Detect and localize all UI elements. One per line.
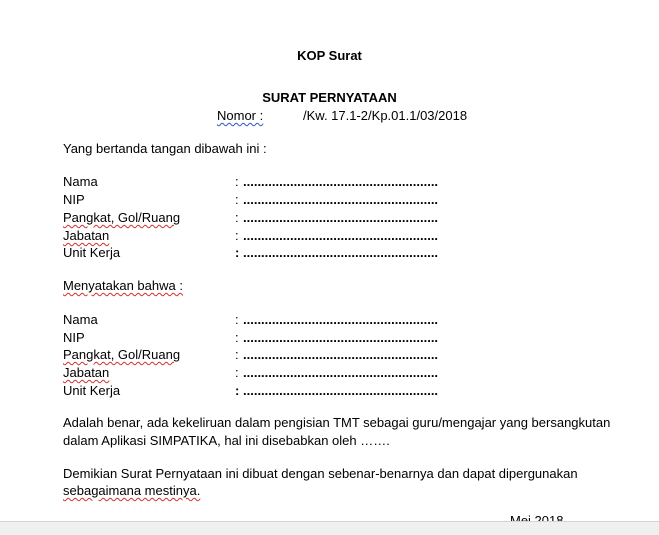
s2-field-colon: : [235, 383, 240, 398]
nomor-label: Nomor : [217, 108, 264, 123]
s1-field-colon: : [235, 192, 239, 207]
s2-field-blank: ...................................................... [243, 312, 439, 327]
s1-field-label-rank: Pangkat, Gol/Ruang [63, 210, 181, 225]
s2-field-colon: : [235, 347, 239, 362]
s1-field-colon: : [235, 245, 240, 260]
statement-line-1: Adalah benar, ada kekeliruan dalam pengisian TMT sebagai guru/mengajar yang bersangkutan [63, 415, 611, 430]
s2-field-blank: ...................................................... [243, 383, 439, 398]
declaration-text: Menyatakan bahwa : [63, 278, 183, 293]
s2-field-label-position: Jabatan [63, 365, 110, 380]
page-bottom-edge [0, 521, 659, 535]
s2-field-label-unit: Unit Kerja [63, 383, 121, 398]
s2-field-label-rank: Pangkat, Gol/Ruang [63, 347, 181, 362]
intro-text: Yang bertanda tangan dibawah ini : [63, 141, 267, 156]
s1-field-colon: : [235, 210, 239, 225]
s1-field-blank: ...................................................... [243, 228, 439, 243]
s1-field-blank: ...................................................... [243, 192, 439, 207]
s1-field-label-nip: NIP [63, 192, 85, 207]
s1-field-label-position: Jabatan [63, 228, 110, 243]
s1-field-blank: ...................................................... [243, 245, 439, 260]
s1-field-label-name: Nama [63, 174, 98, 189]
s1-field-label-unit: Unit Kerja [63, 245, 121, 260]
s2-field-colon: : [235, 365, 239, 380]
s2-field-colon: : [235, 312, 239, 327]
s1-field-colon: : [235, 228, 239, 243]
s1-field-blank: ...................................................... [243, 174, 439, 189]
letterhead-placeholder: KOP Surat [297, 48, 362, 63]
s2-field-blank: ...................................................... [243, 330, 439, 345]
nomor-value: /Kw. 17.1-2/Kp.01.1/03/2018 [303, 108, 468, 123]
closing-line-2: sebagaimana mestinya. [63, 483, 201, 498]
statement-line-2: dalam Aplikasi SIMPATIKA, hal ini disebabkan oleh ……. [63, 433, 390, 448]
document-title: SURAT PERNYATAAN [262, 90, 397, 105]
s2-field-label-name: Nama [63, 312, 98, 327]
closing-line-1: Demikian Surat Pernyataan ini dibuat dengan sebenar-benarnya dan dapat dipergunakan [63, 466, 578, 481]
s2-field-blank: ...................................................... [243, 347, 439, 362]
s1-field-blank: ...................................................... [243, 210, 439, 225]
s2-field-blank: ...................................................... [243, 365, 439, 380]
s2-field-label-nip: NIP [63, 330, 85, 345]
s2-field-colon: : [235, 330, 239, 345]
s1-field-colon: : [235, 174, 239, 189]
